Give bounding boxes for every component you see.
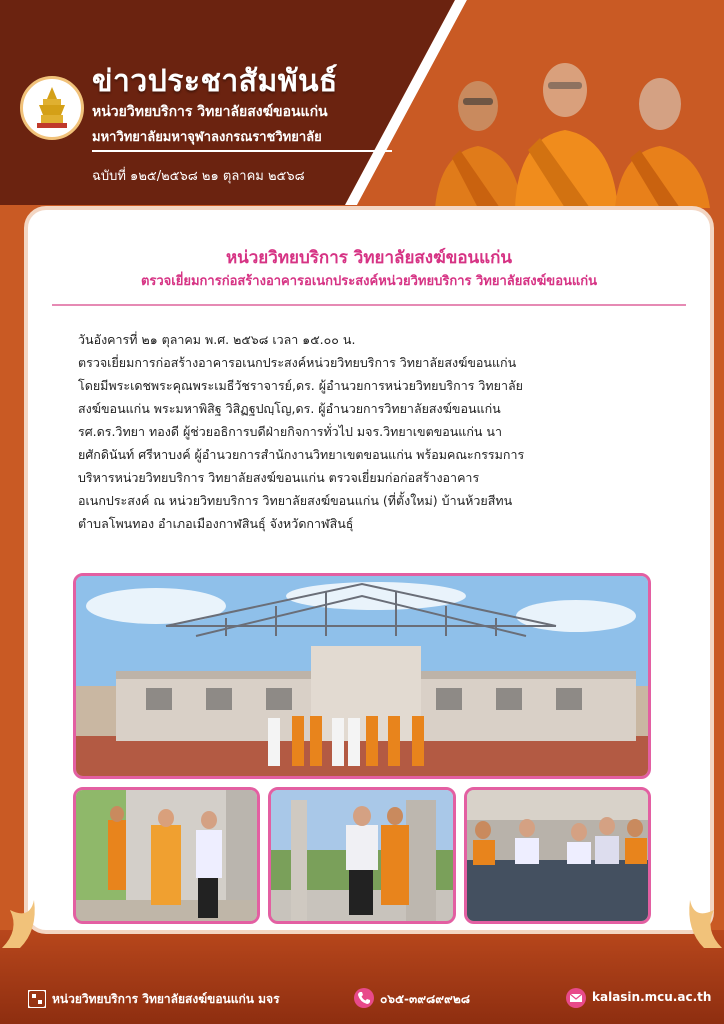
article-line: รศ.ดร.วิทยา ทองดี ผู้ช่วยอธิการบดีฝ่ายกิจการทั่วไป มจร.วิทยาเขตขอนแก่น นา [78, 424, 502, 439]
monks-portrait-image [430, 58, 720, 208]
article-line: สงฆ์ขอนแก่น พระมหาพิสิฐ วิสิฏฐปญฺโญ,ดร. ผู้อำนวยการวิทยาลัยสงฆ์ขอนแก่น [78, 401, 501, 416]
main-construction-photo [73, 573, 651, 779]
website-link[interactable]: kalasin.mcu.ac.th [592, 990, 712, 1004]
article-line: โดยมีพระเดชพระคุณพระเมธีวัชราจารย์,ดร. ผู้อำนวยการหน่วยวิทยบริการ วิทยาลัย [78, 378, 524, 393]
article-line: ตรวจเยี่ยมการก่อสร้างอาคารอเนกประสงค์หน่วยวิทยบริการ วิทยาลัยสงฆ์ขอนแก่น [78, 355, 517, 370]
site-photo-3 [464, 787, 651, 924]
issue-number-date: ฉบับที่ ๑๒๕/๒๕๖๘ ๒๑ ตุลาคม ๒๕๖๘ [92, 169, 305, 184]
left-ornament-icon [0, 890, 40, 950]
article-line: อเนกประสงค์ ณ หน่วยวิทยบริการ วิทยาลัยสงฆ์ขอนแก่น (ที่ตั้งใหม่) บ้านห้วยสีทน [78, 493, 513, 508]
article-heading: หน่วยวิทยบริการ วิทยาลัยสงฆ์ขอนแก่น [225, 248, 513, 268]
temple-emblem-icon [33, 85, 71, 131]
university-logo [20, 76, 84, 140]
unit-name: หน่วยวิทยบริการ วิทยาลัยสงฆ์ขอนแก่น [92, 104, 328, 120]
article-line: วันอังคารที่ ๒๑ ตุลาคม พ.ศ. ๒๕๖๘ เวลา ๑๕.๐๐ น. [78, 332, 356, 347]
right-ornament-icon [684, 890, 724, 950]
heading-divider [52, 304, 686, 306]
phone-icon [354, 988, 374, 1008]
qr-code-icon [28, 990, 46, 1008]
footer-band [0, 930, 724, 1024]
article-subheading: ตรวจเยี่ยมการก่อสร้างอาคารอเนกประสงค์หน่วยวิทยบริการ วิทยาลัยสงฆ์ขอนแก่น [140, 274, 598, 289]
site-photo-2 [268, 787, 456, 924]
page-title: ข่าวประชาสัมพันธ์ [92, 64, 338, 99]
facebook-page-label: หน่วยวิทยบริการ วิทยาลัยสงฆ์ขอนแก่น มจร [52, 992, 280, 1006]
university-name: มหาวิทยาลัยมหาจุฬาลงกรณราชวิทยาลัย [92, 130, 322, 145]
header [0, 0, 724, 205]
article-line: ยศักดินันท์ ศรีหาบงค์ ผู้อำนวยการสำนักงานวิทยาเขตขอนแก่น พร้อมคณะกรรมการ [78, 447, 525, 462]
email-icon [566, 988, 586, 1008]
article-line: บริหารหน่วยวิทยบริการ วิทยาลัยสงฆ์ขอนแก่น ตรวจเยี่ยมก่อก่อสร้างอาคาร [78, 470, 480, 485]
site-photo-1 [73, 787, 260, 924]
phone-number[interactable]: ๐๖๕-๓๙๘๙๙๒๘ [380, 992, 470, 1006]
article-line: ตำบลโพนทอง อำเภอเมืองกาฬสินธุ์ จังหวัดกาฬสินธุ์ [78, 516, 354, 531]
article-body [78, 328, 658, 535]
title-divider [92, 150, 392, 152]
